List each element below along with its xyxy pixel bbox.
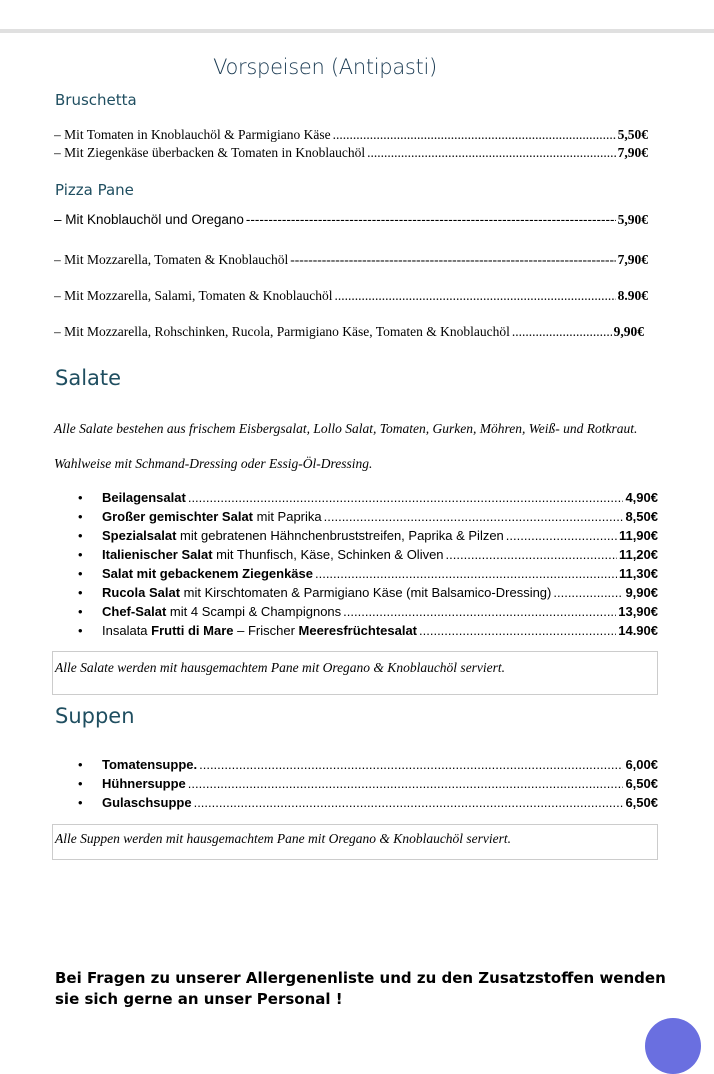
item-label	[102, 566, 313, 581]
item-price: 11,90€	[618, 528, 658, 543]
leader	[367, 145, 616, 161]
item-price: 14.90€	[618, 623, 658, 638]
item-price: 7,90€	[617, 252, 648, 267]
soup-item	[78, 757, 658, 772]
item-label	[102, 795, 192, 810]
menu-item	[54, 288, 648, 304]
salad-item	[78, 585, 658, 600]
item-name: Beilagensalat	[102, 490, 186, 505]
salad-item	[78, 528, 658, 543]
menu-item	[54, 212, 648, 228]
item-price: 8,50€	[625, 509, 658, 524]
item-label: – Mit Mozzarella, Salami, Tomaten & Knoblauchöl	[54, 288, 333, 303]
item-name: Salat mit gebackenem Ziegenkäse	[102, 566, 313, 581]
item-price: 11,20€	[618, 547, 658, 562]
heading-pizza-pane: Pizza Pane	[55, 181, 134, 199]
item-price: 8.90€	[617, 288, 648, 303]
item-label	[102, 528, 504, 543]
item-label	[102, 509, 322, 524]
leader	[315, 566, 617, 581]
menu-item	[54, 324, 644, 340]
leader	[188, 490, 624, 505]
leader	[512, 324, 612, 340]
item-name: Hühnersuppe	[102, 776, 186, 791]
bullet-icon: •	[78, 585, 83, 600]
leader	[199, 757, 623, 772]
leader	[335, 288, 616, 304]
item-label: – Mit Knoblauchöl und Oregano	[54, 212, 244, 227]
allergen-notice: Bei Fragen zu unserer Allergenenliste und zu den Zusatzstoffen wenden sie sich gerne an unser Personal !	[55, 969, 666, 1008]
leader	[246, 212, 616, 227]
item-name: Gulaschsuppe	[102, 795, 192, 810]
item-label	[102, 623, 417, 638]
leader	[446, 547, 617, 562]
item-price: 9,90€	[625, 585, 658, 600]
soup-item	[78, 776, 658, 791]
menu-item	[54, 145, 648, 161]
item-name: Chef-Salat	[102, 604, 167, 619]
menu-item	[54, 127, 648, 143]
leader	[333, 127, 616, 143]
salad-item	[78, 566, 658, 581]
leader	[194, 795, 624, 810]
heading-salate: Salate	[55, 366, 122, 390]
bullet-icon: •	[78, 490, 83, 505]
item-name: Großer gemischter Salat	[102, 509, 253, 524]
item-prefix: Insalata	[102, 623, 152, 638]
item-label	[102, 547, 444, 562]
leader	[506, 528, 617, 543]
item-desc: mit Kirschtomaten & Parmigiano Käse (mit Balsamico-Dressing)	[180, 585, 552, 600]
item-name: Italienischer Salat	[102, 547, 213, 562]
salad-item	[78, 490, 658, 505]
leader	[419, 623, 616, 638]
leader	[290, 252, 615, 268]
item-name: Frutti di Mare	[151, 623, 234, 638]
bullet-icon: •	[78, 604, 83, 619]
bullet-icon: •	[78, 566, 83, 581]
item-label: – Mit Ziegenkäse überbacken & Tomaten in Knoblauchöl	[54, 145, 366, 160]
page-title: Vorspeisen (Antipasti)	[213, 55, 437, 79]
heading-suppen: Suppen	[55, 704, 135, 728]
item-label	[102, 490, 186, 505]
salate-note: Alle Salate werden mit hausgemachtem Pane mit Oregano & Knoblauchöl serviert.	[52, 651, 658, 695]
menu-item	[54, 252, 648, 268]
salad-item	[78, 509, 658, 524]
item-desc: – Frischer	[233, 623, 299, 638]
item-price: 6,50€	[625, 795, 658, 810]
bullet-icon: •	[78, 776, 83, 791]
leader	[343, 604, 616, 619]
item-label	[102, 585, 551, 600]
item-label	[102, 776, 186, 791]
salate-dressing: Wahlweise mit Schmand-Dressing oder Essig-Öl-Dressing.	[54, 456, 373, 471]
top-divider	[0, 29, 714, 33]
item-label	[102, 757, 197, 772]
salad-item	[78, 547, 658, 562]
item-price: 5,50€	[617, 127, 648, 142]
leader	[553, 585, 623, 600]
item-price: 7,90€	[617, 145, 648, 160]
item-label: – Mit Tomaten in Knoblauchöl & Parmigiano Käse	[54, 127, 331, 142]
floating-action-button[interactable]	[645, 1018, 701, 1074]
item-price: 9,90€	[613, 324, 644, 339]
item-label: – Mit Mozzarella, Tomaten & Knoblauchöl	[54, 252, 289, 267]
item-price: 13,90€	[618, 604, 658, 619]
bullet-icon: •	[78, 795, 83, 810]
leader	[324, 509, 624, 524]
bullet-icon: •	[78, 623, 83, 638]
item-name: Rucola Salat	[102, 585, 181, 600]
bullet-icon: •	[78, 509, 83, 524]
item-name: Spezialsalat	[102, 528, 177, 543]
leader	[188, 776, 624, 791]
item-desc: mit Paprika	[253, 509, 322, 524]
item-desc: mit gebratenen Hähnchenbruststreifen, Paprika & Pilzen	[176, 528, 504, 543]
item-name: Tomatensuppe.	[102, 757, 198, 772]
item-price: 11,30€	[618, 566, 658, 581]
item-name-2: Meeresfrüchtesalat	[298, 623, 418, 638]
item-label	[102, 604, 341, 619]
item-price: 4,90€	[625, 490, 658, 505]
salad-item	[78, 604, 658, 619]
item-price: 6,50€	[625, 776, 658, 791]
suppen-note: Alle Suppen werden mit hausgemachtem Pane mit Oregano & Knoblauchöl serviert.	[52, 824, 658, 860]
soup-item	[78, 795, 658, 810]
item-label: – Mit Mozzarella, Rohschinken, Rucola, Parmigiano Käse, Tomaten & Knoblauchöl	[54, 324, 510, 339]
heading-bruschetta: Bruschetta	[55, 91, 137, 109]
bullet-icon: •	[78, 547, 83, 562]
item-price: 6,00€	[625, 757, 658, 772]
salate-intro: Alle Salate bestehen aus frischem Eisbergsalat, Lollo Salat, Tomaten, Gurken, Möhren, Weiß- und Rotkraut.	[54, 421, 638, 436]
salad-item	[78, 623, 658, 638]
item-desc: mit Thunfisch, Käse, Schinken & Oliven	[212, 547, 444, 562]
item-price: 5,90€	[617, 212, 648, 227]
bullet-icon: •	[78, 757, 83, 772]
item-desc: mit 4 Scampi & Champignons	[166, 604, 342, 619]
bullet-icon: •	[78, 528, 83, 543]
